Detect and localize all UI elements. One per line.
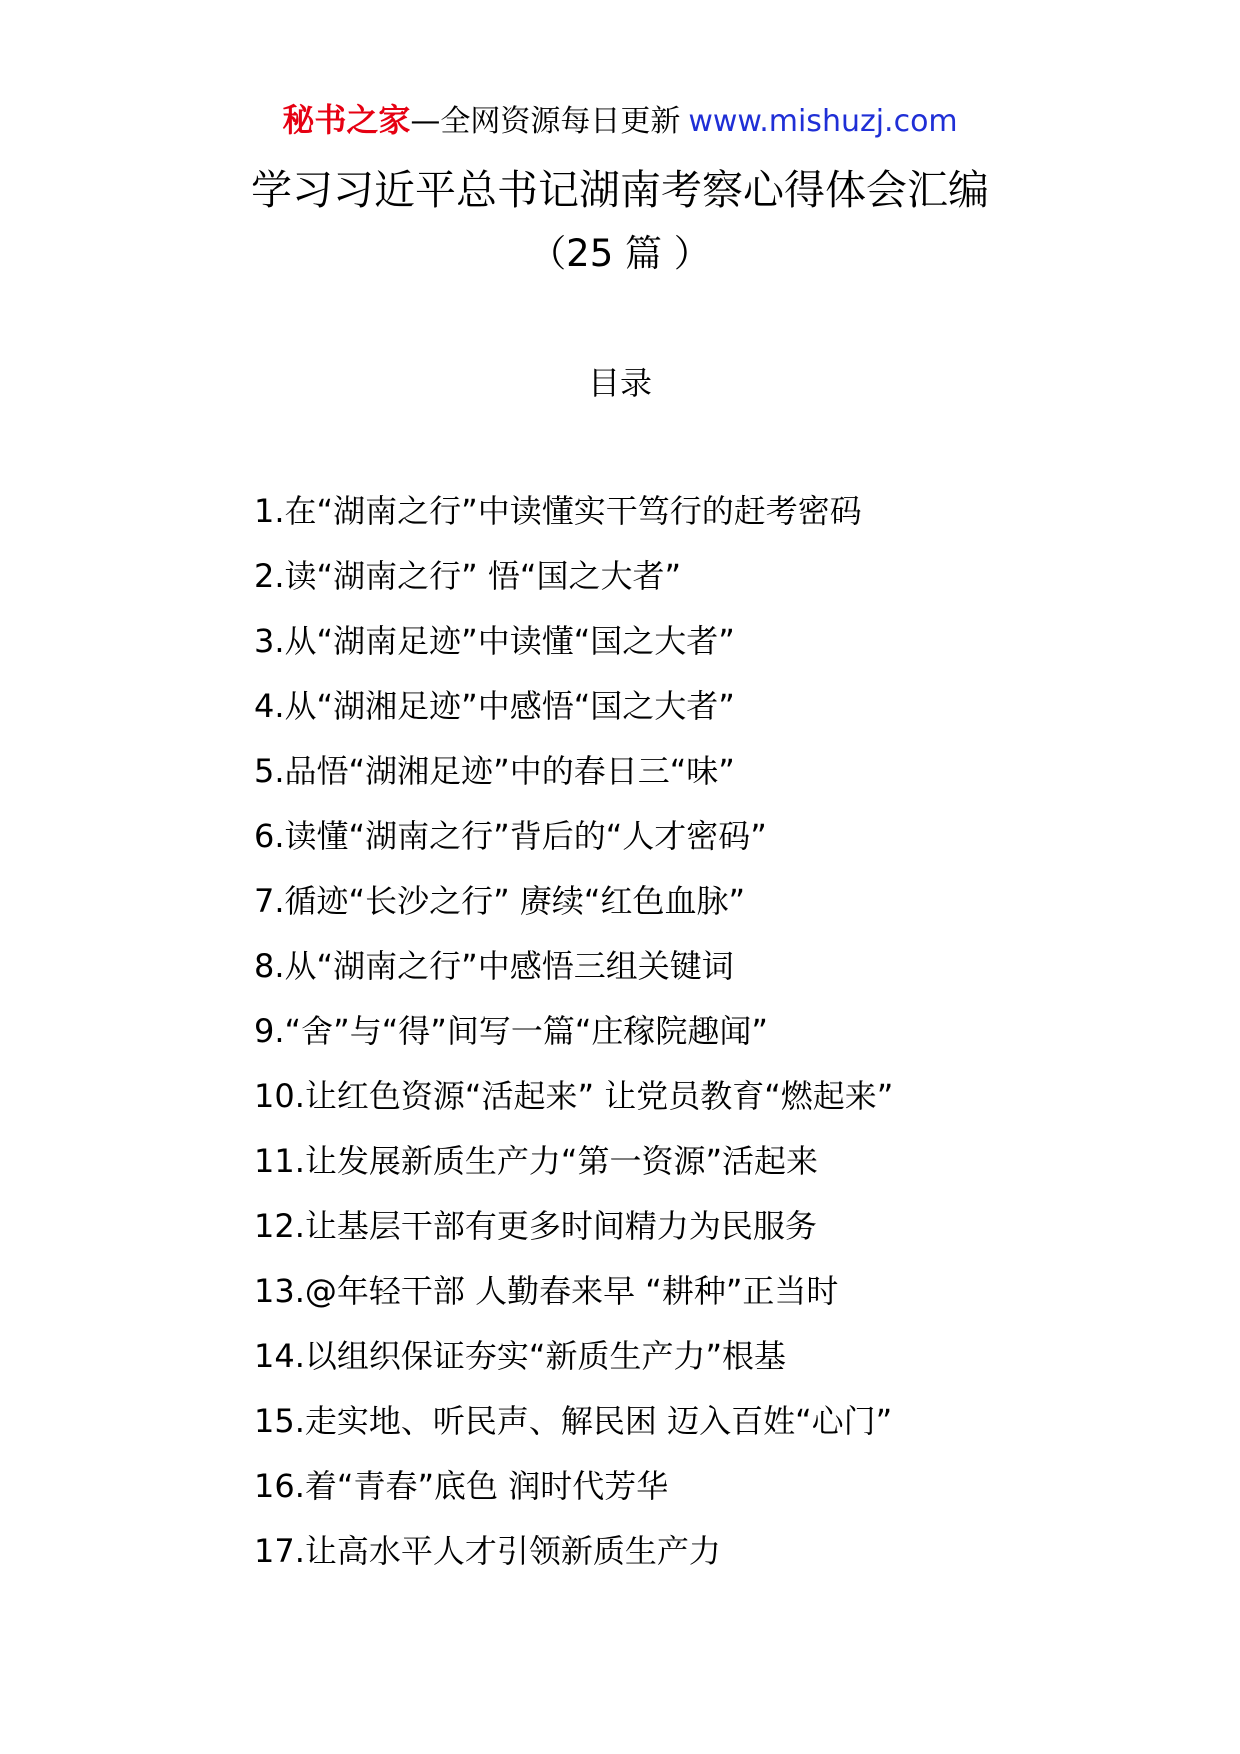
- toc-item[interactable]: 16.着“青春”底色 润时代芳华: [254, 1467, 669, 1505]
- toc-item[interactable]: 14.以组织保证夯实“新质生产力”根基: [254, 1337, 787, 1375]
- toc-item[interactable]: 12.让基层干部有更多时间精力为民服务: [254, 1207, 817, 1245]
- toc-item[interactable]: 5.品悟“湖湘足迹”中的春日三“味”: [254, 752, 735, 790]
- table-of-contents: [254, 488, 1194, 1593]
- toc-item[interactable]: 9.“舍”与“得”间写一篇“庄稼院趣闻”: [254, 1012, 769, 1050]
- toc-item[interactable]: 2.读“湖南之行” 悟“国之大者”: [254, 557, 682, 595]
- toc-item[interactable]: 17.让高水平人才引领新质生产力: [254, 1532, 721, 1570]
- toc-item[interactable]: 10.让红色资源“活起来” 让党员教育“燃起来”: [254, 1077, 894, 1115]
- toc-heading: 目录: [587, 364, 652, 402]
- toc-item[interactable]: 11.让发展新质生产力“第一资源”活起来: [254, 1142, 819, 1180]
- toc-item[interactable]: 3.从“湖南足迹”中读懂“国之大者”: [254, 622, 735, 660]
- site-url-link[interactable]: www.mishuzj.com: [688, 104, 958, 139]
- toc-item[interactable]: 6.读懂“湖南之行”背后的“人才密码”: [254, 817, 767, 855]
- toc-item[interactable]: 8.从“湖南之行”中感悟三组关键词: [254, 947, 734, 985]
- toc-item[interactable]: 7.循迹“长沙之行” 赓续“红色血脉”: [254, 882, 746, 920]
- toc-item[interactable]: 15.走实地、听民声、解民困 迈入百姓“心门”: [254, 1402, 893, 1440]
- toc-item[interactable]: 4.从“湖湘足迹”中感悟“国之大者”: [254, 687, 735, 725]
- toc-item[interactable]: 1.在“湖南之行”中读懂实干笃行的赶考密码: [254, 492, 862, 530]
- document-subtitle: （25 篇 ）: [529, 232, 711, 275]
- toc-item[interactable]: 13.@年轻干部 人勤春来早 “耕种”正当时: [254, 1272, 839, 1310]
- site-brand: 秘书之家: [282, 101, 411, 139]
- document-title: 学习习近平总书记湖南考察心得体会汇编: [251, 166, 989, 214]
- site-header: [0, 100, 1240, 142]
- site-tagline: —全网资源每日更新: [410, 104, 681, 139]
